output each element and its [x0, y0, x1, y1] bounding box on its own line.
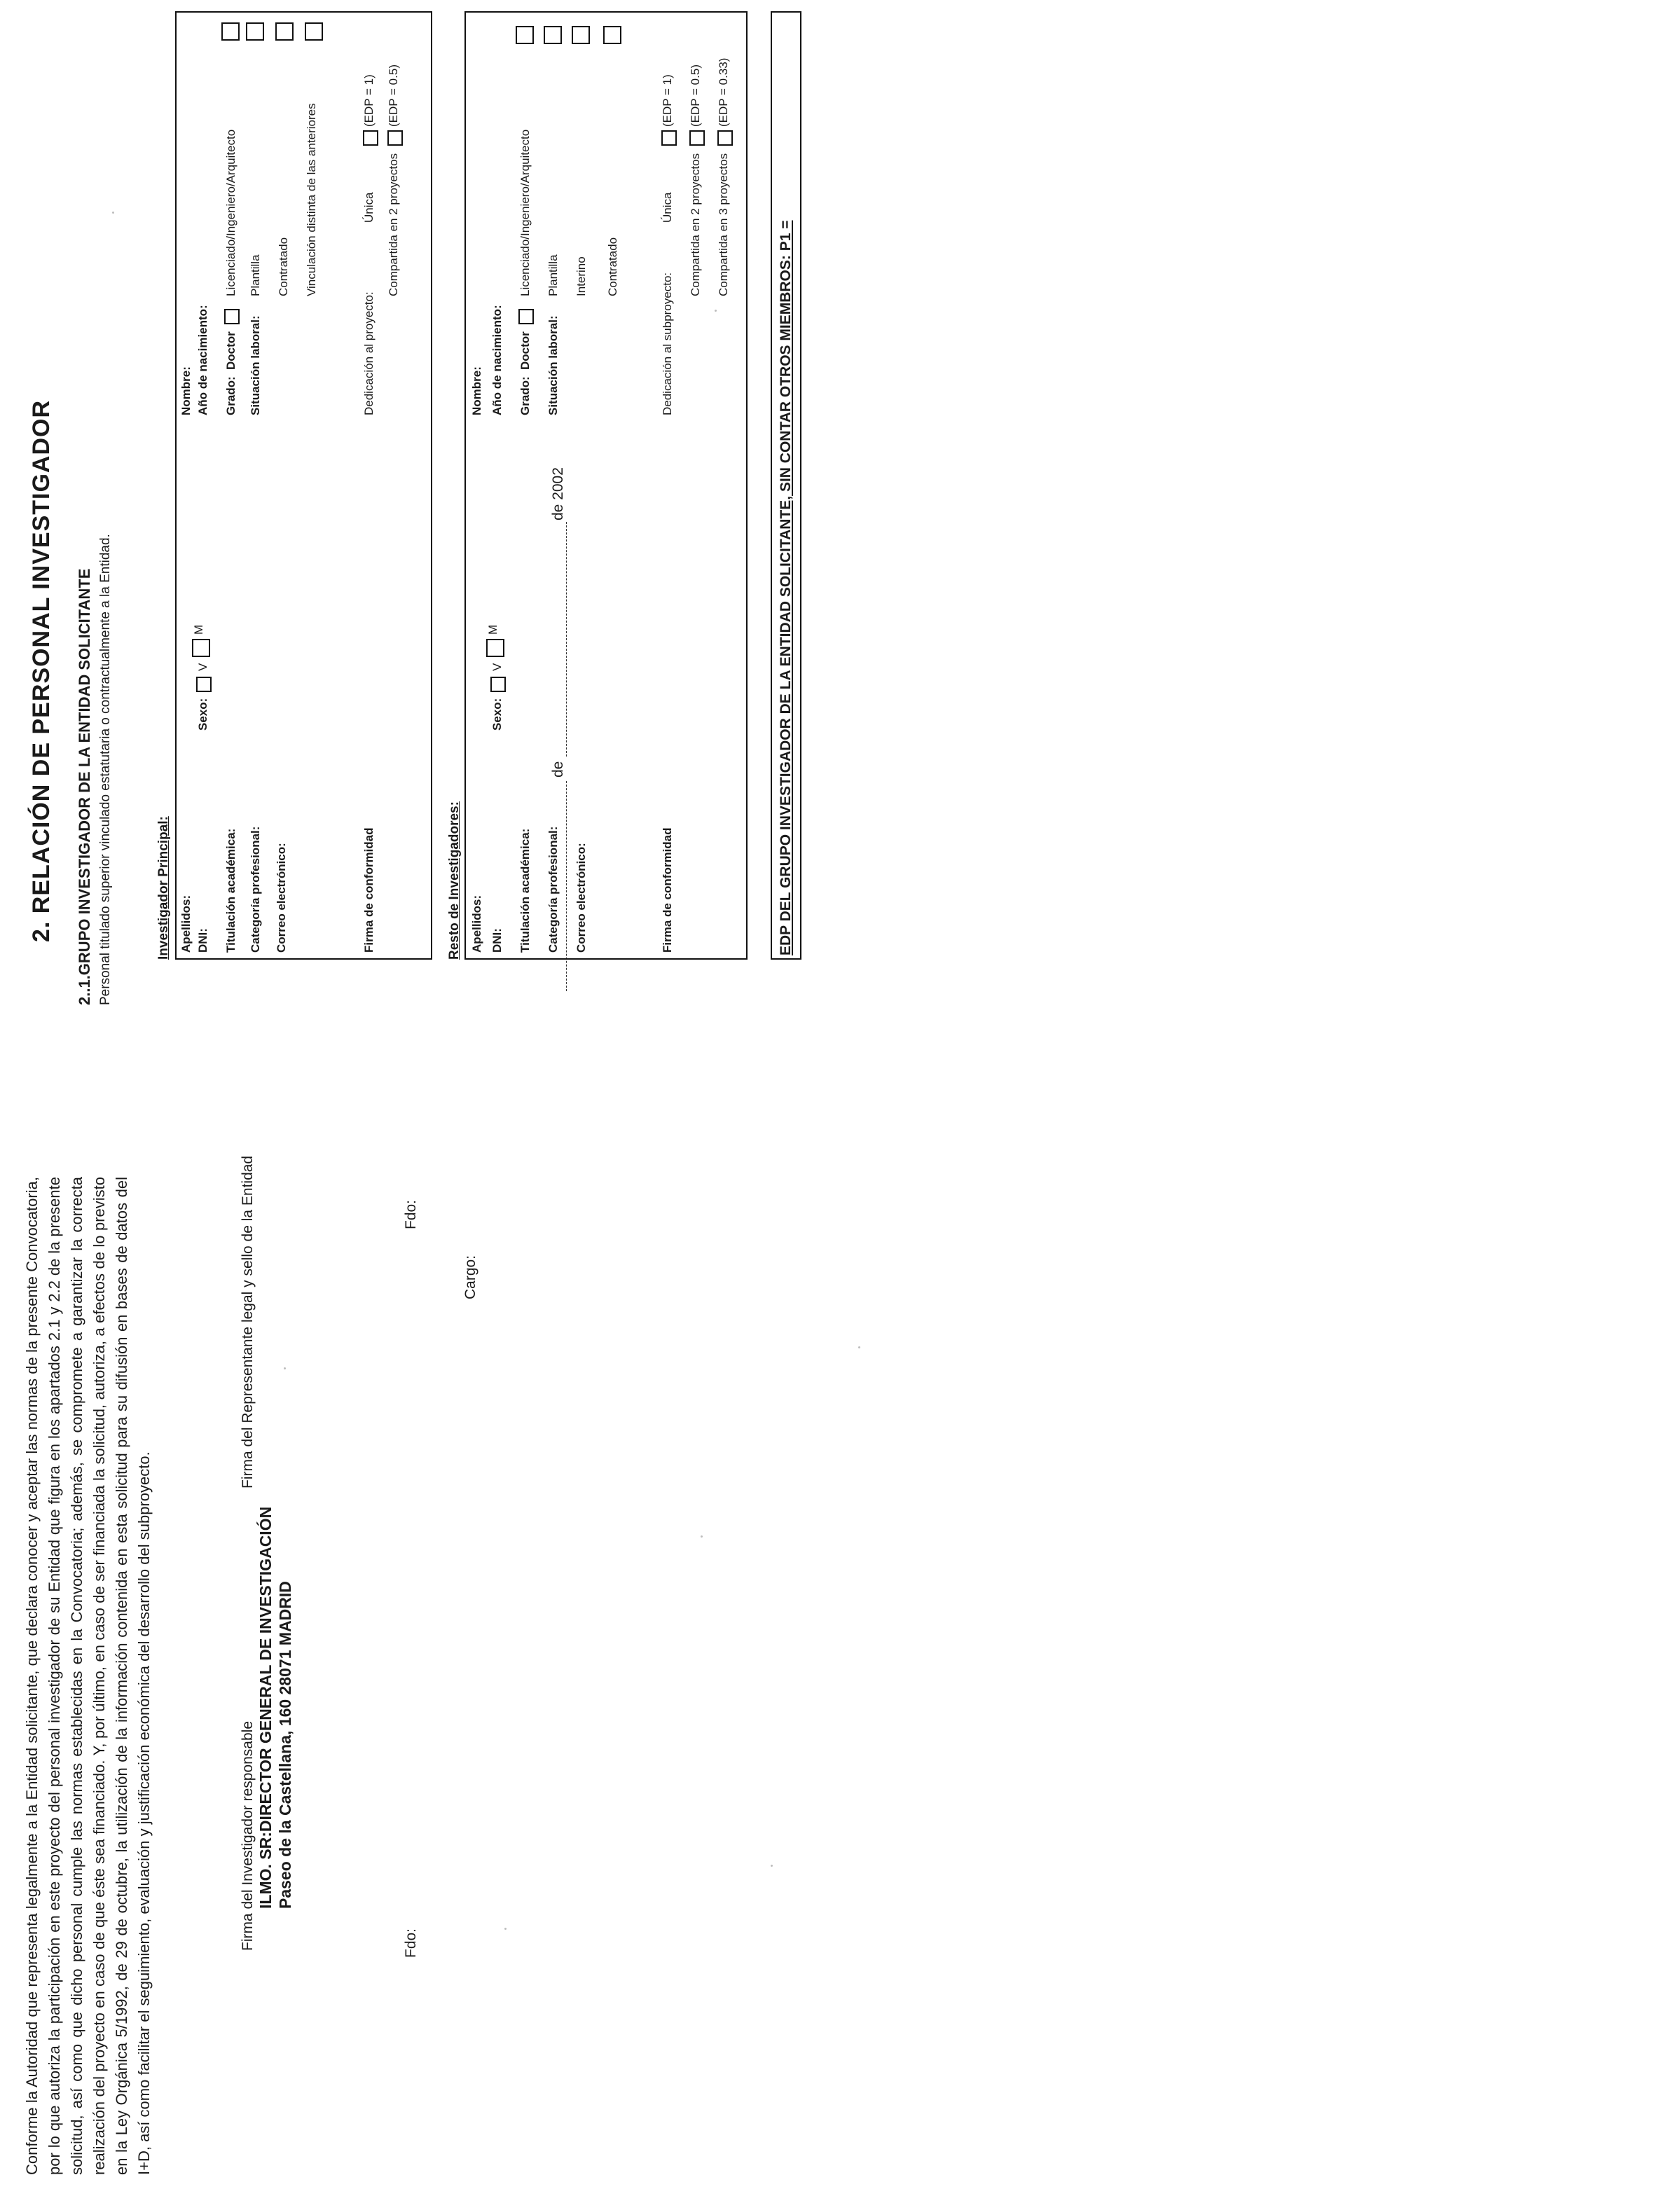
doctor-checkbox[interactable]	[518, 309, 534, 324]
dni-label: DNI:	[490, 928, 504, 953]
apellidos-label: Apellidos:	[179, 895, 193, 953]
page-title: 2. RELACIÓN DE PERSONAL INVESTIGADOR	[28, 399, 55, 942]
titulacion-label: Titulación académica:	[224, 828, 237, 953]
apellidos-label: Apellidos:	[470, 895, 483, 953]
sexo-m-label: M	[192, 624, 205, 635]
contratado-label: Contratado	[277, 237, 290, 296]
grado-label: Grado:	[224, 376, 237, 415]
interino-label: Interino	[574, 256, 588, 296]
plantilla-checkbox[interactable]	[544, 26, 562, 44]
addressee-line-2: Paseo de la Castellana, 160 28071 MADRID	[276, 1581, 294, 1909]
correo-label: Correo electrónico:	[275, 843, 288, 953]
doctor-label: Doctor	[224, 331, 237, 370]
licenciado-checkbox[interactable]	[221, 22, 240, 41]
contratado-label: Contratado	[606, 237, 619, 296]
unica-label: Única	[661, 192, 674, 223]
plantilla-label: Plantilla	[249, 254, 262, 296]
principal-heading: Investigador Principal:	[156, 816, 171, 960]
section-subtitle: Personal titulado superior vinculado estatutaria o contractualmente a la Entidad.	[98, 534, 113, 1005]
situacion-label: Situación laboral:	[249, 315, 262, 415]
categoria-label: Categoría profesional:	[249, 826, 262, 953]
vinculacion-checkbox[interactable]	[305, 22, 323, 41]
scan-smudge	[771, 1865, 773, 1867]
scan-smudge	[858, 1346, 860, 1348]
vinculacion-label: Vinculación distinta de las anteriores	[305, 103, 318, 296]
firma-conformidad-label: Firma de conformidad	[362, 827, 376, 953]
ano-nacimiento-label: Año de nacimiento:	[490, 305, 504, 415]
nombre-label: Nombre:	[179, 366, 193, 415]
categoria-label: Categoría profesional:	[546, 826, 560, 953]
correo-label: Correo electrónico:	[574, 843, 588, 953]
doctor-checkbox[interactable]	[224, 309, 240, 324]
sexo-m-checkbox[interactable]	[486, 639, 504, 657]
contratado-checkbox[interactable]	[603, 26, 621, 44]
edp-033-label: (EDP = 0.33)	[717, 57, 730, 127]
titulacion-label: Titulación académica:	[518, 828, 532, 953]
sexo-m-checkbox[interactable]	[192, 639, 210, 657]
edp-1-label: (EDP = 1)	[661, 74, 674, 127]
scan-smudge	[284, 1367, 286, 1369]
edp-1-checkbox[interactable]	[661, 130, 677, 146]
fdo-investigador-label: Fdo:	[403, 1928, 419, 1958]
sexo-v-label: V	[490, 663, 504, 671]
edp-05-label: (EDP = 0.5)	[387, 64, 400, 127]
scan-smudge	[112, 212, 114, 214]
resto-heading: Resto de Investigadores:	[447, 801, 462, 960]
edp-footer-text: EDP DEL GRUPO INVESTIGADOR DE LA ENTIDAD SOLICITANTE, SIN CONTAR OTROS MIEMBROS: P1 =	[778, 220, 794, 955]
nombre-label: Nombre:	[470, 366, 483, 415]
interino-checkbox[interactable]	[572, 26, 590, 44]
declaration-paragraph: Conforme la Autoridad que representa legalmente a la Entidad solicitante, que declara conocer y aceptar las normas de la presente Convocatoria, por lo que autoriza la participación en este proyecto del personal investigador de su Entidad que figura en los apartados 2.1 y 2.2 de la presente solicitud, así como que dicho personal cumple las normas establecidas en la Convocatoria; además, se compromete a garantizar la correcta realización del proyecto en caso de que éste sea financiado. Y, por último, en caso de ser financiada la solicitud, autoriza, a efectos de lo previsto en la Ley Orgánica 5/1992, de 29 de octubre, la utilización de la información contenida en esta solicitud para su difusión en bases de datos del I+D, así como facilitar el seguimiento, evaluación y justificación económica del desarrollo del subproyecto.	[23, 1177, 153, 2175]
sexo-v-label: V	[196, 663, 209, 671]
grado-label: Grado:	[518, 376, 532, 415]
licenciado-label: Licenciado/Ingeniero/Arquitecto	[518, 129, 532, 296]
edp-1-label: (EDP = 1)	[362, 74, 376, 127]
firma-representante-label: Firma del Representante legal y sello de la Entidad	[240, 1155, 256, 1489]
dedicacion-label: Dedicación al proyecto:	[362, 291, 376, 415]
dni-label: DNI:	[196, 928, 209, 953]
licenciado-checkbox[interactable]	[516, 26, 534, 44]
sexo-v-checkbox[interactable]	[490, 677, 506, 692]
edp-05-checkbox[interactable]	[387, 130, 403, 146]
edp-05-label: (EDP = 0.5)	[689, 64, 702, 127]
addressee-line-1: ILMO. SR:DIRECTOR GENERAL DE INVESTIGACIÓN	[256, 1506, 275, 1909]
compartida-3-label: Compartida en 3 proyectos	[717, 153, 730, 296]
edp-1-checkbox[interactable]	[363, 130, 378, 146]
edp-05-checkbox[interactable]	[689, 130, 705, 146]
section-title: 2..1.GRUPO INVESTIGADOR DE LA ENTIDAD SOLICITANTE	[76, 568, 93, 1005]
situacion-label: Situación laboral:	[546, 315, 560, 415]
sexo-label: Sexo:	[490, 698, 504, 731]
fdo-representante-label: Fdo:	[403, 1199, 419, 1229]
sexo-v-checkbox[interactable]	[196, 677, 212, 692]
doctor-label: Doctor	[518, 331, 532, 370]
resto-investigadores-panel	[464, 11, 748, 960]
addressee	[256, 1507, 295, 1909]
cargo-label: Cargo:	[462, 1255, 478, 1299]
ano-nacimiento-label: Año de nacimiento:	[196, 305, 209, 415]
date-year-label: de 2002	[550, 467, 566, 520]
firma-conformidad-label: Firma de conformidad	[661, 827, 674, 953]
investigador-principal-panel	[175, 11, 432, 960]
licenciado-label: Licenciado/Ingeniero/Arquitecto	[224, 129, 237, 296]
plantilla-checkbox[interactable]	[246, 22, 264, 41]
edp-footer-box	[771, 11, 801, 960]
dedicacion-label: Dedicación al subproyecto:	[661, 272, 674, 415]
contratado-checkbox[interactable]	[275, 22, 294, 41]
plantilla-label: Plantilla	[546, 254, 560, 296]
unica-label: Única	[362, 192, 376, 223]
scan-smudge	[701, 1535, 703, 1538]
scan-smudge	[715, 310, 717, 312]
date-de-label: de	[550, 761, 566, 778]
scan-smudge	[504, 1928, 507, 1930]
edp-033-checkbox[interactable]	[717, 130, 733, 146]
compartida-2-label: Compartida en 2 proyectos	[387, 153, 400, 296]
firma-investigador-label: Firma del Investigador responsable	[240, 1720, 256, 1951]
sexo-label: Sexo:	[196, 698, 209, 731]
compartida-2-label: Compartida en 2 proyectos	[689, 153, 702, 296]
sexo-m-label: M	[486, 624, 500, 635]
